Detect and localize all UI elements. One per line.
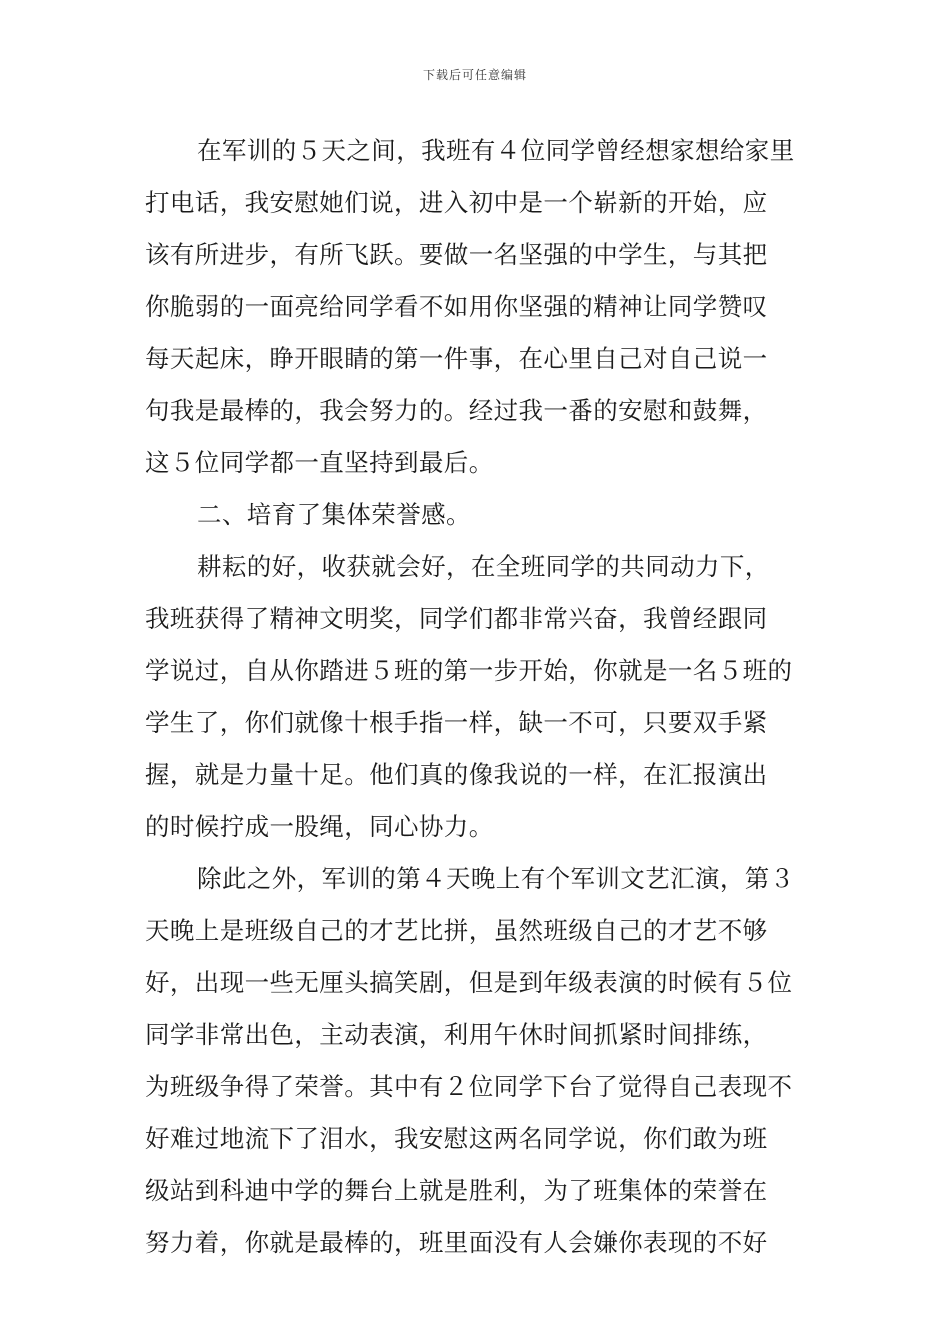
text-line: 好，出现一些无厘头搞笑剧，但是到年级表演的时候有５位 [145,968,793,997]
text-line: 耕耘的好，收获就会好，在全班同学的共同动力下， [197,552,770,581]
document-body [145,128,810,1272]
text-line: 你脆弱的一面亮给同学看不如用你坚强的精神让同学赞叹 [145,292,768,321]
text-line: 努力着，你就是最棒的，班里面没有人会嫌你表现的不好 [145,1228,768,1257]
text-line: 好难过地流下了泪水，我安慰这两名同学说，你们敢为班 [145,1124,768,1153]
text-line: 除此之外，军训的第４天晚上有个军训文艺汇演，第３ [197,864,795,893]
text-line: 的时候拧成一股绳，同心协力。 [145,812,494,841]
text-line: 级站到科迪中学的舞台上就是胜利，为了班集体的荣誉在 [145,1176,768,1205]
text-line: 每天起床，睁开眼睛的第一件事，在心里自己对自己说一 [145,344,768,373]
text-line: 学生了，你们就像十根手指一样，缺一不可，只要双手紧 [145,708,768,737]
text-line: 我班获得了精神文明奖，同学们都非常兴奋，我曾经跟同 [145,604,768,633]
text-line: 同学非常出色，主动表演，利用午休时间抓紧时间排练， [145,1020,768,1049]
text-line: 握，就是力量十足。他们真的像我说的一样，在汇报演出 [145,760,768,789]
text-line: 在军训的５天之间，我班有４位同学曾经想家想给家里 [197,136,795,165]
section-heading: 二、培育了集体荣誉感。 [197,500,471,529]
text-line: 句我是最棒的，我会努力的。经过我一番的安慰和鼓舞， [145,396,768,425]
text-line: 学说过，自从你踏进５班的第一步开始，你就是一名５班的 [145,656,793,685]
text-line: 该有所进步，有所飞跃。要做一名坚强的中学生，与其把 [145,240,768,269]
text-line: 打电话，我安慰她们说，进入初中是一个崭新的开始，应 [145,188,768,217]
text-line: 天晚上是班级自己的才艺比拼，虽然班级自己的才艺不够 [145,916,768,945]
text-line: 为班级争得了荣誉。其中有２位同学下台了觉得自己表现不 [145,1072,793,1101]
page-header: 下载后可任意编辑 [422,68,527,82]
text-line: 这５位同学都一直坚持到最后。 [145,448,494,477]
